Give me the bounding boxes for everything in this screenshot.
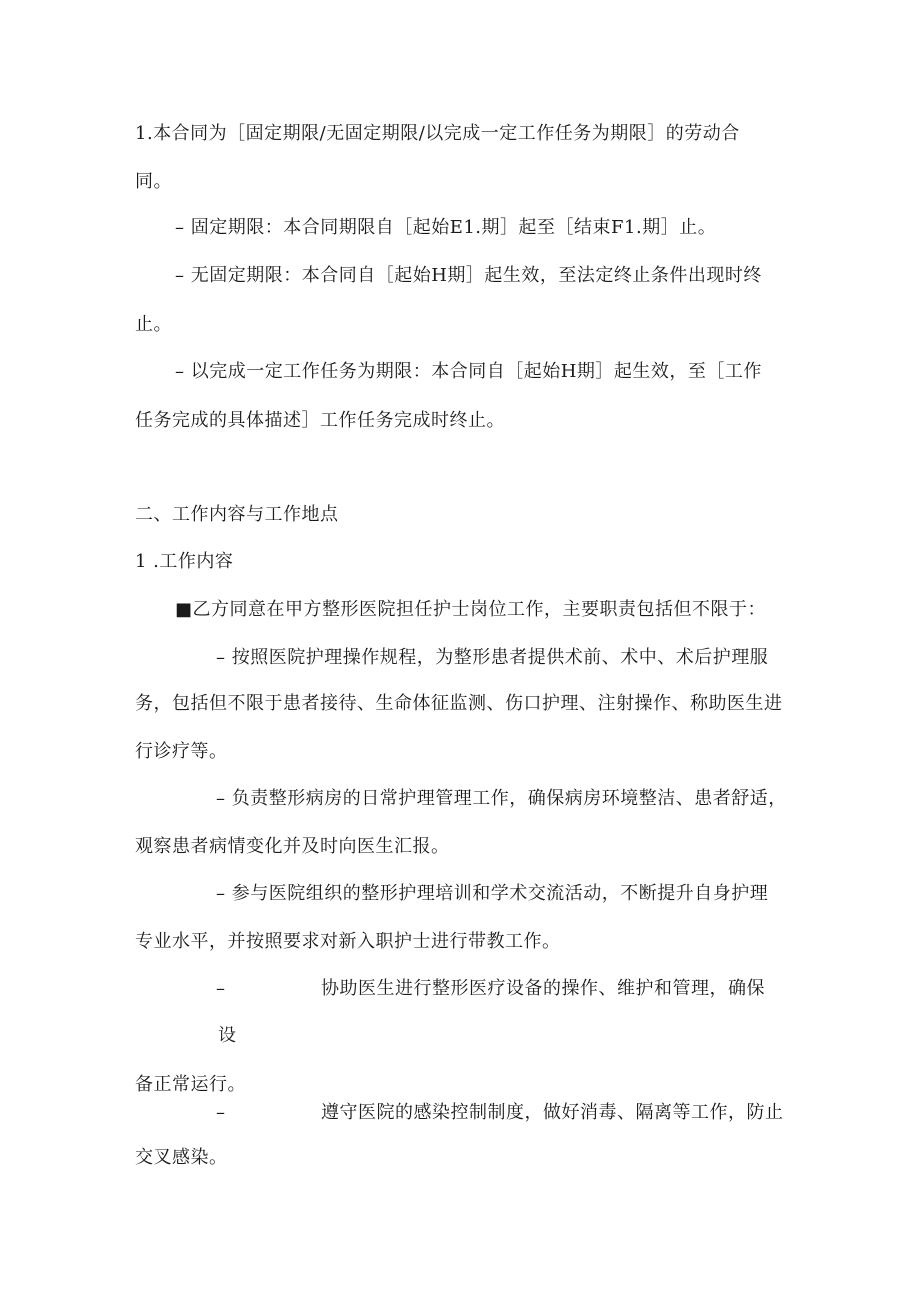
duty-4-dash: –	[216, 978, 226, 999]
fixed-term-item: – 固定期限：本合同期限自［起始E1.期］起至［结束F1.期］止。	[175, 217, 717, 238]
duty-4-line-2: 设	[218, 1025, 237, 1046]
duty-3-line-1: – 参与医院组织的整形护理培训和学术交流活动，不断提升自身护理	[216, 883, 769, 904]
job-intro: ■乙方同意在甲方整形医院担任护士岗位工作，主要职责包括但不限于：	[175, 599, 767, 620]
section-heading: 二、工作内容与工作地点	[135, 504, 339, 525]
open-term-item-line-2: 止。	[135, 314, 172, 335]
duty-1-line-3: 行诊疗等。	[135, 741, 228, 762]
duty-3-line-2: 专业水平，并按照要求对新入职护士进行带教工作。	[135, 931, 561, 952]
open-term-item-line-1: – 无固定期限：本合同自［起始H期］起生效，至法定终止条件出现时终	[175, 265, 762, 286]
duty-1-line-1: – 按照医院护理操作规程，为整形患者提供术前、术中、术后护理服	[216, 647, 769, 668]
duty-5-line-2: 交叉感染。	[135, 1147, 228, 1168]
duty-5-line-1: 遵守医院的感染控制制度，做好消毒、隔离等工作，防止	[321, 1102, 784, 1123]
duty-4-line-1: 协助医生进行整形医疗设备的操作、维护和管理，确保	[321, 978, 765, 999]
duty-2-line-2: 观察患者病情变化并及时向医生汇报。	[135, 836, 450, 857]
duty-5-dash: –	[216, 1102, 226, 1123]
subsection-heading: 1 .工作内容	[135, 551, 234, 572]
task-term-item-line-2: 任务完成的具体描述］工作任务完成时终止。	[135, 410, 505, 431]
duty-2-line-1: – 负责整形病房的日常护理管理工作，确保病房环境整洁、患者舒适，	[216, 788, 787, 809]
term-clause-line-1: 1.本合同为［固定期限/无固定期限/以完成一定工作任务为期限］的劳动合	[135, 123, 740, 144]
term-clause-line-2: 同。	[135, 171, 172, 192]
task-term-item-line-1: – 以完成一定工作任务为期限：本合同自［起始H期］起生效，至［工作	[175, 361, 762, 382]
duty-1-line-2: 务，包括但不限于患者接待、生命体征监测、伤口护理、注射操作、称助医生进	[135, 693, 783, 714]
duty-4-line-3: 备正常运行。	[135, 1074, 246, 1095]
